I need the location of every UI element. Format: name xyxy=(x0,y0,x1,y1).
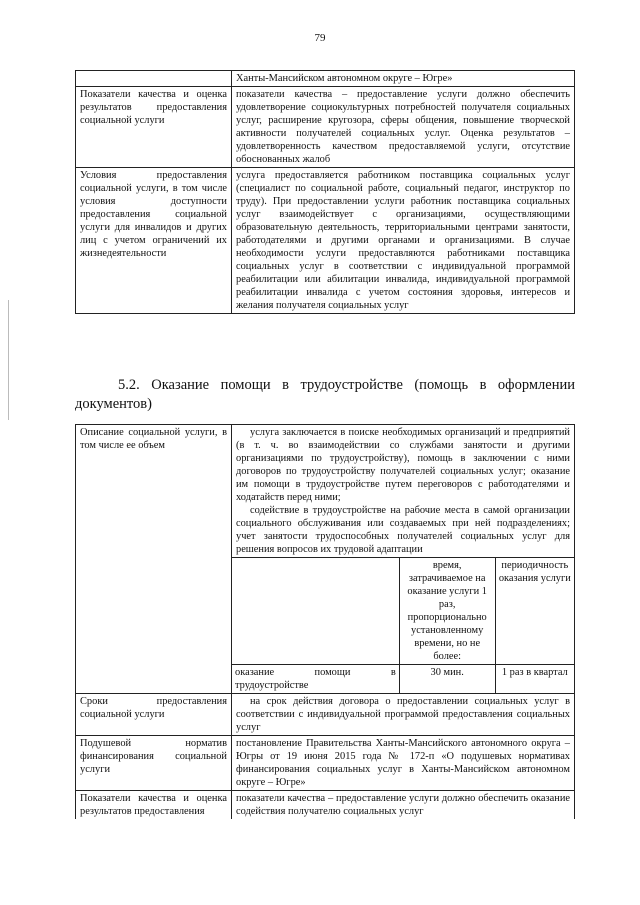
continuation-text: Ханты-Мансийском автономном округе – Югре» xyxy=(232,71,575,87)
time-value-cell: 30 мин. xyxy=(399,665,495,694)
empty-label-cell xyxy=(76,71,232,87)
row-label: Условия предоставления социальной услуги, в том числе условия доступности предоставления социальной услуги для инвалидов и других лиц с учетом ограничений их жизнедеятельности xyxy=(76,168,232,314)
table-row xyxy=(76,71,575,87)
row-text: услуга предоставляется работником поставщика социальных услуг (специалист по социальной работе, социальный педагог, инструктор по труду). При предоставлении услуги работник поставщика социальных услуг взаимодействует с организациями, осуществляющими образовательную деятельность, территориальными центрами занятости, работодателями и другими органами и организациями. В случае необходимости услуги предоставляются работниками поставщика социальных услуг в соответствии с индивидуальной программой реабилитации или абилитации инвалида, индивидуальной программой реабилитации инвалида с учетом состояния здоровья, интересов и желания получателя социальных услуг xyxy=(232,168,575,314)
norm-text: постановление Правительства Ханты-Мансийского автономного округа – Югры от 19 июня 2015 года № 172-п «О подушевых нормативах финансирования социальных услуг в Ханты-Мансийском автономном округе – Югре» xyxy=(232,736,575,791)
norm-label: Подушевой норматив финансирования социальной услуги xyxy=(76,736,232,791)
empty-header-cell xyxy=(232,558,399,665)
section-heading: 5.2. Оказание помощи в трудоустройстве (помощь в оформлении документов) xyxy=(75,377,575,412)
table-row xyxy=(76,87,575,168)
frequency-header: периодичность оказания услуги xyxy=(495,558,574,665)
table-row xyxy=(232,558,574,665)
quality-label: Показатели качества и оценка результатов предоставления xyxy=(76,791,232,820)
frequency-value-cell: 1 раз в квартал xyxy=(495,665,574,694)
service-table-5-2 xyxy=(75,424,575,819)
table-row xyxy=(232,665,574,694)
quality-text: показатели качества – предоставление услуги должно обеспечить оказание содействия получателю социальных услуг xyxy=(232,791,575,820)
terms-label: Сроки предоставления социальной услуги xyxy=(76,694,232,736)
time-header: время, затрачиваемое на оказание услуги 1 раз, пропорционально установленному времени, но не более: xyxy=(399,558,495,665)
description-paragraph-1: услуга заключается в поиске необходимых организаций и предприятий (в т. ч. во взаимодействии со службами занятости и другими организациями по трудоустройству), помощь в заключении с ними договоров по трудоустройству получателей социальных услуг; оказание им помощи в трудоустройстве путем переговоров с работодателями и ходатайств перед ними; xyxy=(236,427,570,503)
table-row xyxy=(76,694,575,736)
service-name-cell: оказание помощи в трудоустройстве xyxy=(232,665,399,694)
table-row xyxy=(76,425,575,694)
description-text-block xyxy=(232,425,574,557)
row-text: показатели качества – предоставление услуги должно обеспечить удовлетворение социокультурных потребностей получателя социальных услуг, расширение кругозора, сферы общения, повышение творческой активности получателей социальных услуг. Оценка результатов – удовлетворенность качеством предоставляемой услуги, отсутствие обоснованных жалоб xyxy=(232,87,575,168)
service-table-continued xyxy=(75,70,575,314)
table-row xyxy=(76,736,575,791)
table-row xyxy=(76,791,575,820)
service-time-table xyxy=(232,557,574,693)
description-cell xyxy=(232,425,575,694)
terms-text: на срок действия договора о предоставлении социальных услуг в соответствии с индивидуальной программой предоставления социальных услуг xyxy=(232,694,575,736)
page-number: 79 xyxy=(314,32,326,44)
table-row xyxy=(76,168,575,314)
description-label: Описание социальной услуги, в том числе ее объем xyxy=(76,425,232,694)
description-paragraph-2: содействие в трудоустройстве на рабочие места в самой организации социального обслуживания или создаваемых при ней подразделениях; учет занятости трудоспособных получателей социальных услуг для решения вопросов их трудовой адаптации xyxy=(236,505,570,555)
row-label: Показатели качества и оценка результатов предоставления социальной услуги xyxy=(76,87,232,168)
scan-edge-mark xyxy=(8,300,9,420)
